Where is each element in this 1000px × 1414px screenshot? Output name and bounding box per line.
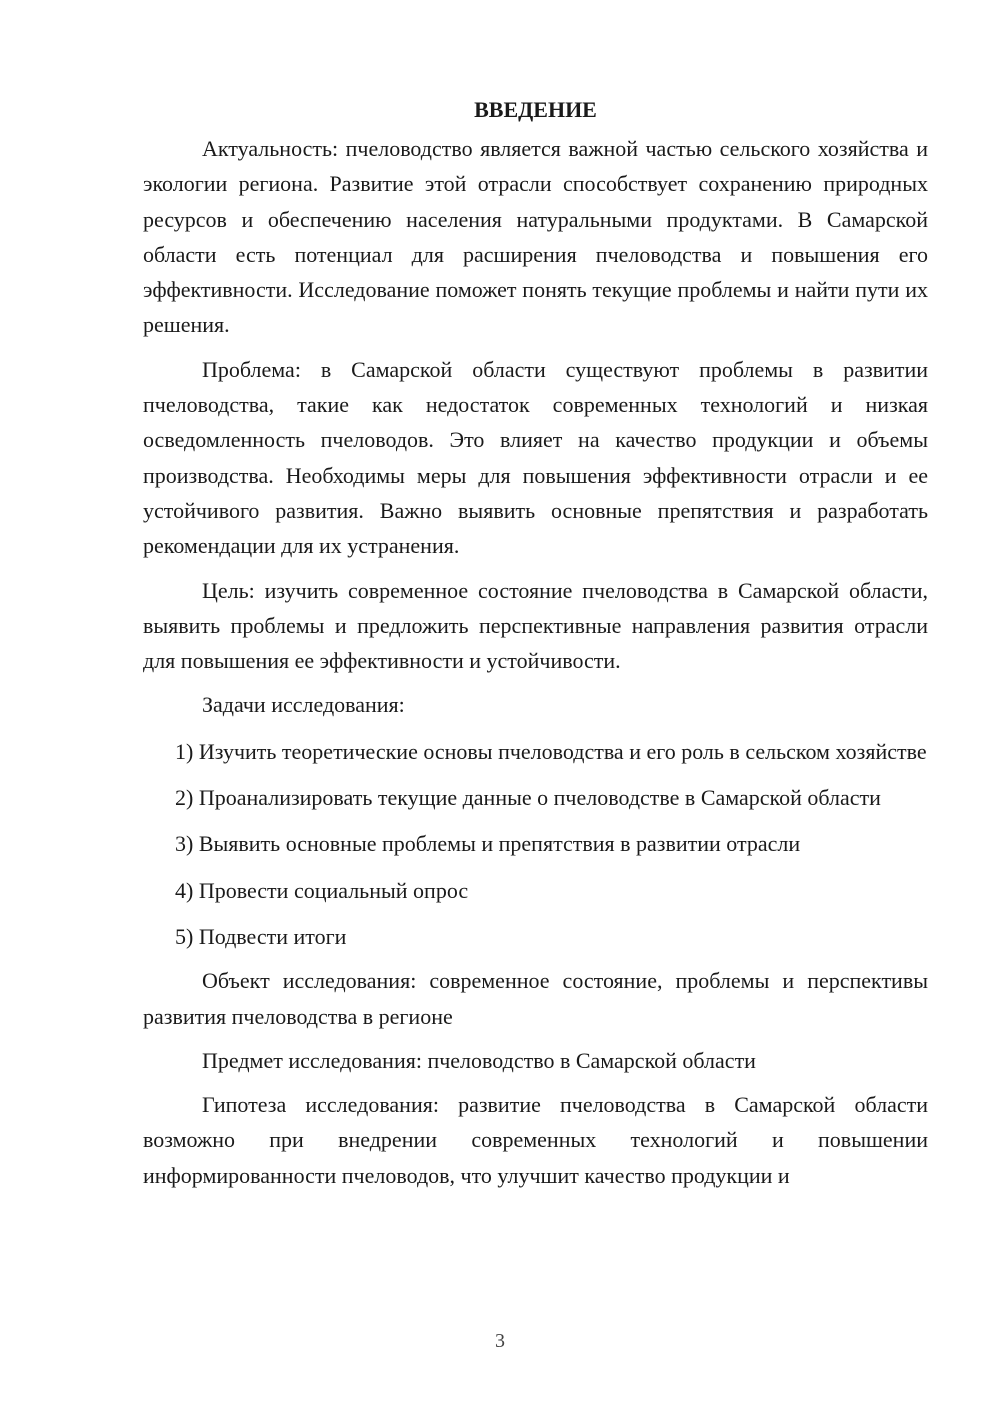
- task-item-4: 4) Провести социальный опрос: [175, 877, 469, 903]
- paragraph-goal: Цель: изучить современное состояние пчеловодства в Самарской области, выявить проблемы и предложить перспективные направления развития отрасли для повышения ее эффективности и устойчивости.: [143, 577, 928, 674]
- task-item-2: 2) Проанализировать текущие данные о пчеловодстве в Самарской области: [175, 785, 881, 811]
- paragraph-object: Объект исследования: современное состояние, проблемы и перспективы развития пчеловодства в регионе: [143, 968, 928, 1029]
- paragraph-subject: Предмет исследования: пчеловодство в Самарской области: [202, 1047, 756, 1073]
- page-number: 3: [495, 1330, 505, 1352]
- paragraph-problem: Проблема: в Самарской области существуют проблемы в развитии пчеловодства, такие как недостаток современных технологий и низкая осведомленность пчеловодов. Это влияет на качество продукции и объемы производства. Необходимы меры для повышения эффективности отрасли и ее устойчивого развития. Важно выявить основные препятствия и разработать рекомендации для их устранения.: [143, 356, 928, 559]
- task-item-3: 3) Выявить основные проблемы и препятствия в развитии отрасли: [175, 831, 801, 857]
- section-title: ВВЕДЕНИЕ: [474, 97, 597, 122]
- tasks-heading: Задачи исследования:: [202, 692, 405, 718]
- paragraph-hypothesis: Гипотеза исследования: развитие пчеловодства в Самарской области возможно при внедрении современных технологий и повышении информированности пчеловодов, что улучшит качество продукции и: [143, 1092, 928, 1188]
- document-page: [143, 92, 928, 1193]
- task-item-1: 1) Изучить теоретические основы пчеловодства и его роль в сельском хозяйстве: [175, 738, 927, 764]
- task-item-5: 5) Подвести итоги: [175, 923, 347, 949]
- paragraph-relevance: Актуальность: пчеловодство является важной частью сельского хозяйства и экологии региона. Развитие этой отрасли способствует сохранению природных ресурсов и обеспечению населения натуральными продуктами. В Самарской области есть потенциал для расширения пчеловодства и повышения его эффективности. Исследование поможет понять текущие проблемы и найти пути их решения.: [143, 136, 928, 338]
